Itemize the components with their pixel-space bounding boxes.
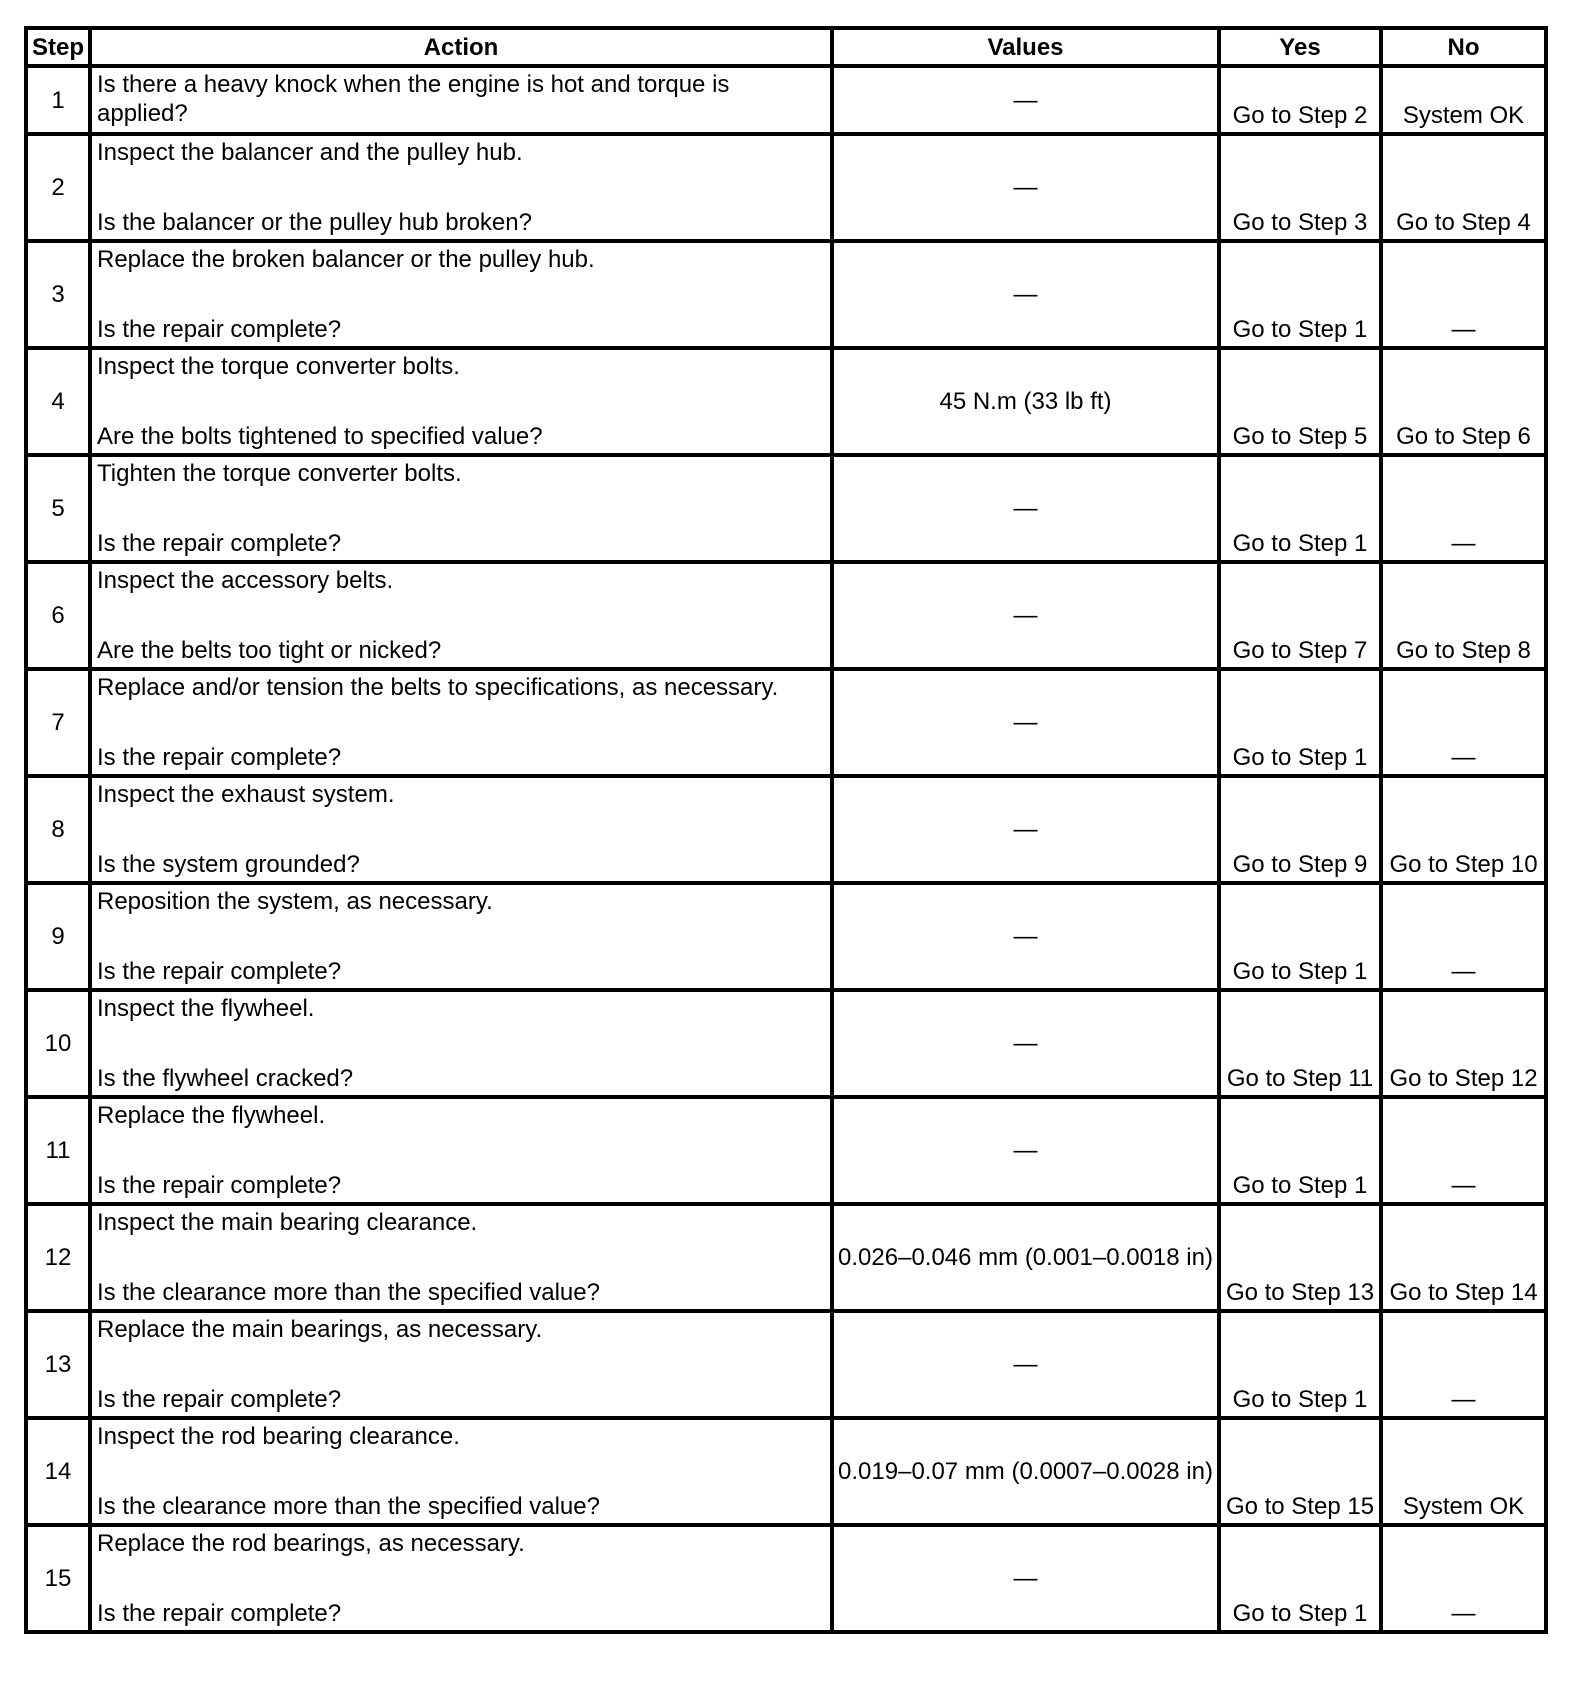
values-cell: — — [832, 883, 1219, 990]
no-cell: Go to Step 6 — [1381, 348, 1546, 455]
action-cell — [90, 1525, 832, 1632]
no-cell: — — [1381, 883, 1546, 990]
table-body — [26, 66, 1546, 1632]
action-question: Is the clearance more than the specified value? — [97, 1279, 600, 1306]
step-number: 6 — [26, 562, 90, 669]
step-number: 1 — [26, 66, 90, 134]
table-row — [26, 66, 1546, 134]
table-row — [26, 669, 1546, 776]
values-cell: 45 N.m (33 lb ft) — [832, 348, 1219, 455]
table-row — [26, 455, 1546, 562]
values-cell: — — [832, 134, 1219, 241]
step-number: 2 — [26, 134, 90, 241]
values-cell: — — [832, 1311, 1219, 1418]
values-cell: — — [832, 776, 1219, 883]
action-instruction: Inspect the torque converter bolts. — [97, 353, 460, 380]
action-cell — [90, 562, 832, 669]
table-row — [26, 776, 1546, 883]
no-cell: System OK — [1381, 66, 1546, 134]
action-cell — [90, 455, 832, 562]
values-cell: 0.026–0.046 mm (0.001–0.0018 in) — [832, 1204, 1219, 1311]
action-question: Is the clearance more than the specified value? — [97, 1493, 600, 1520]
yes-cell: Go to Step 1 — [1219, 883, 1381, 990]
yes-cell: Go to Step 7 — [1219, 562, 1381, 669]
action-question: Are the belts too tight or nicked? — [97, 637, 442, 664]
no-cell: — — [1381, 1525, 1546, 1632]
no-cell: Go to Step 10 — [1381, 776, 1546, 883]
yes-cell: Go to Step 1 — [1219, 455, 1381, 562]
action-question: Is the balancer or the pulley hub broken? — [97, 209, 532, 236]
yes-cell: Go to Step 9 — [1219, 776, 1381, 883]
step-number: 13 — [26, 1311, 90, 1418]
step-number: 3 — [26, 241, 90, 348]
action-cell — [90, 990, 832, 1097]
action-cell — [90, 66, 832, 134]
step-number: 11 — [26, 1097, 90, 1204]
step-number: 9 — [26, 883, 90, 990]
yes-cell: Go to Step 1 — [1219, 669, 1381, 776]
yes-cell: Go to Step 3 — [1219, 134, 1381, 241]
yes-cell: Go to Step 1 — [1219, 1097, 1381, 1204]
action-cell — [90, 134, 832, 241]
action-cell — [90, 883, 832, 990]
values-cell: — — [832, 66, 1219, 134]
action-instruction: Inspect the exhaust system. — [97, 781, 395, 808]
no-cell: — — [1381, 455, 1546, 562]
action-question: Is the repair complete? — [97, 530, 342, 557]
action-instruction: Reposition the system, as necessary. — [97, 888, 493, 915]
yes-cell: Go to Step 5 — [1219, 348, 1381, 455]
action-question: Is the repair complete? — [97, 744, 342, 771]
yes-cell: Go to Step 1 — [1219, 1311, 1381, 1418]
table-row — [26, 1525, 1546, 1632]
values-cell: — — [832, 1525, 1219, 1632]
yes-cell: Go to Step 1 — [1219, 1525, 1381, 1632]
action-question: Is the repair complete? — [97, 316, 342, 343]
action-cell — [90, 669, 832, 776]
action-question: Is the repair complete? — [97, 1172, 342, 1199]
step-number: 15 — [26, 1525, 90, 1632]
action-cell — [90, 348, 832, 455]
values-cell: — — [832, 669, 1219, 776]
step-number: 5 — [26, 455, 90, 562]
no-cell: — — [1381, 669, 1546, 776]
yes-cell: Go to Step 2 — [1219, 66, 1381, 134]
header-yes: Yes — [1219, 28, 1381, 66]
step-number: 7 — [26, 669, 90, 776]
yes-cell: Go to Step 11 — [1219, 990, 1381, 1097]
table-row — [26, 1418, 1546, 1525]
values-cell: 0.019–0.07 mm (0.0007–0.0028 in) — [832, 1418, 1219, 1525]
action-cell — [90, 776, 832, 883]
action-instruction: Replace and/or tension the belts to specifications, as necessary. — [97, 674, 779, 701]
header-action: Action — [90, 28, 832, 66]
values-cell: — — [832, 1097, 1219, 1204]
action-instruction: Replace the flywheel. — [97, 1102, 326, 1129]
action-instruction: Tighten the torque converter bolts. — [97, 460, 462, 487]
table-row — [26, 1204, 1546, 1311]
action-instruction: Replace the main bearings, as necessary. — [97, 1316, 543, 1343]
action-question: Is the repair complete? — [97, 958, 342, 985]
step-number: 14 — [26, 1418, 90, 1525]
action-question: Is the repair complete? — [97, 1600, 342, 1627]
header-no: No — [1381, 28, 1546, 66]
table-row — [26, 1097, 1546, 1204]
no-cell: Go to Step 14 — [1381, 1204, 1546, 1311]
action-question: Is the repair complete? — [97, 1386, 342, 1413]
values-cell: — — [832, 562, 1219, 669]
action-cell — [90, 241, 832, 348]
yes-cell: Go to Step 15 — [1219, 1418, 1381, 1525]
no-cell: Go to Step 12 — [1381, 990, 1546, 1097]
values-cell: — — [832, 455, 1219, 562]
step-number: 4 — [26, 348, 90, 455]
action-instruction: Inspect the main bearing clearance. — [97, 1209, 478, 1236]
table-row — [26, 348, 1546, 455]
action-question: Is the system grounded? — [97, 851, 360, 878]
yes-cell: Go to Step 13 — [1219, 1204, 1381, 1311]
action-instruction: Inspect the balancer and the pulley hub. — [97, 139, 523, 166]
table-row — [26, 883, 1546, 990]
no-cell: Go to Step 8 — [1381, 562, 1546, 669]
table-row — [26, 241, 1546, 348]
action-instruction: Replace the broken balancer or the pulley hub. — [97, 246, 595, 273]
action-cell — [90, 1418, 832, 1525]
no-cell: — — [1381, 1311, 1546, 1418]
action-instruction: Inspect the accessory belts. — [97, 567, 394, 594]
no-cell: Go to Step 4 — [1381, 134, 1546, 241]
no-cell: — — [1381, 241, 1546, 348]
header-values: Values — [832, 28, 1219, 66]
no-cell: — — [1381, 1097, 1546, 1204]
action-instruction: Is there a heavy knock when the engine is hot and torque is applied? — [97, 71, 730, 127]
action-cell — [90, 1311, 832, 1418]
action-instruction: Inspect the flywheel. — [97, 995, 315, 1022]
values-cell: — — [832, 241, 1219, 348]
table-row — [26, 1311, 1546, 1418]
action-instruction: Replace the rod bearings, as necessary. — [97, 1530, 525, 1557]
values-cell: — — [832, 990, 1219, 1097]
table-row — [26, 990, 1546, 1097]
table-row — [26, 562, 1546, 669]
step-number: 8 — [26, 776, 90, 883]
action-question: Are the bolts tightened to specified value? — [97, 423, 543, 450]
yes-cell: Go to Step 1 — [1219, 241, 1381, 348]
step-number: 10 — [26, 990, 90, 1097]
action-cell — [90, 1204, 832, 1311]
table-row — [26, 134, 1546, 241]
action-question: Is the flywheel cracked? — [97, 1065, 354, 1092]
header-row — [26, 28, 1546, 66]
step-number: 12 — [26, 1204, 90, 1311]
header-step: Step — [26, 28, 90, 66]
no-cell: System OK — [1381, 1418, 1546, 1525]
action-cell — [90, 1097, 832, 1204]
diagnostic-table — [24, 26, 1548, 1634]
action-instruction: Inspect the rod bearing clearance. — [97, 1423, 460, 1450]
